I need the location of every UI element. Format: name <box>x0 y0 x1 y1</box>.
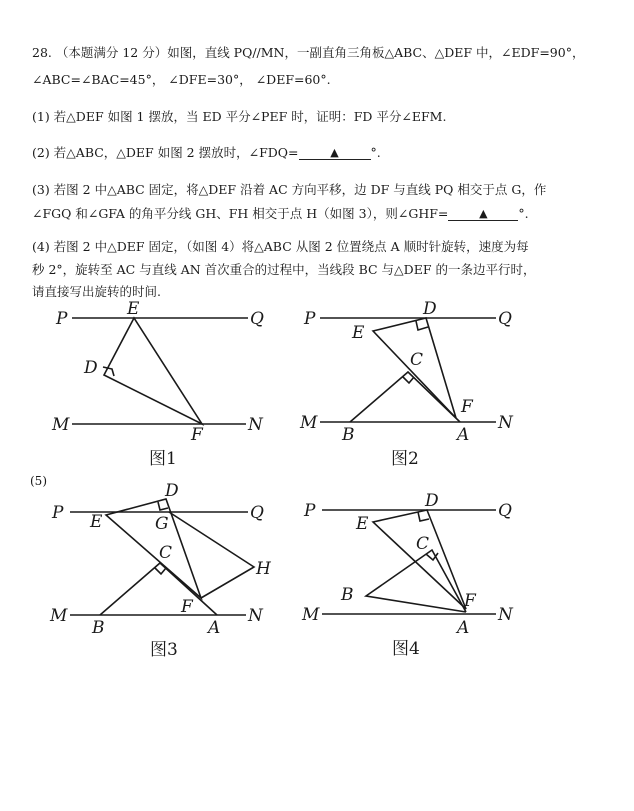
question-4-line2: 秒 2°，旋转至 AC 与直线 AN 首次重合的过程中，当线段 BC 与△DEF 的一条边平行时， <box>32 262 536 277</box>
label-c: C <box>159 543 173 563</box>
label-c: C <box>410 350 424 370</box>
problem-header-line1: 28. （本题满分 12 分）如图，直线 PQ//MN，一副直角三角板△ABC、△DEF 中，∠EDF=90°， <box>32 45 585 60</box>
label-e: E <box>356 514 369 534</box>
question-3-degree: °. <box>518 206 529 221</box>
triangle-def <box>106 499 201 598</box>
label-b: B <box>342 425 355 445</box>
label-a: A <box>208 618 221 638</box>
label-d: D <box>425 491 439 511</box>
label-f: F <box>181 597 193 617</box>
label-c: C <box>416 534 430 554</box>
right-angle-mark <box>418 512 429 521</box>
label-b: B <box>341 585 354 605</box>
label-a: A <box>457 425 470 445</box>
angle-bisectors-gh-fh <box>169 512 254 598</box>
label-m: M <box>50 606 68 626</box>
label-n: N <box>248 606 263 626</box>
figure-1 <box>51 299 264 469</box>
figure-4-caption: 图4 <box>392 639 420 659</box>
label-d: D <box>84 358 98 378</box>
question-3-text: ∠FGQ 和∠GFA 的角平分线 GH、FH 相交于点 H（如图 3），则∠GHF= <box>32 206 449 221</box>
label-m: M <box>300 413 318 433</box>
right-angle-mark <box>158 502 168 510</box>
figure-3-caption: 图3 <box>150 640 178 660</box>
label-a: A <box>457 618 470 638</box>
right-angle-mark <box>416 321 428 330</box>
label-q: Q <box>498 309 512 329</box>
triangle-marker-icon: ▲ <box>330 146 339 159</box>
label-m: M <box>302 605 320 625</box>
label-n: N <box>498 605 513 625</box>
triangle-abc-rotated <box>366 550 466 612</box>
section-5-label: (5) <box>30 474 47 488</box>
label-h: H <box>256 559 271 579</box>
figure-1-caption: 图1 <box>149 449 177 469</box>
label-f: F <box>191 425 203 445</box>
label-p: P <box>56 309 68 329</box>
label-n: N <box>248 415 263 435</box>
figure-2 <box>299 299 514 469</box>
label-n: N <box>498 413 513 433</box>
triangle-def <box>104 318 202 424</box>
label-q: Q <box>250 503 264 523</box>
label-p: P <box>304 309 316 329</box>
label-e: E <box>90 512 103 532</box>
label-p: P <box>304 501 316 521</box>
label-m: M <box>52 415 70 435</box>
label-d: D <box>423 299 437 319</box>
label-e: E <box>127 299 140 319</box>
question-4-line1: (4) 若图 2 中△DEF 固定，（如图 4）将△ABC 从图 2 位置绕点 A 顺时针旋转，速度为每 <box>32 239 529 254</box>
figure-2-caption: 图2 <box>391 449 419 469</box>
problem-header-line2: ∠ABC=∠BAC=45°， ∠DFE=30°， ∠DEF=60°. <box>32 72 331 87</box>
question-2-text: (2) 若△ABC，△DEF 如图 2 摆放时，∠FDQ= <box>32 145 299 160</box>
label-b: B <box>92 618 105 638</box>
triangle-marker-icon: ▲ <box>479 207 488 220</box>
question-4-line3: 请直接写出旋转的时间. <box>32 284 161 299</box>
label-f: F <box>461 397 473 417</box>
label-e: E <box>352 323 365 343</box>
right-angle-mark <box>403 377 414 383</box>
label-f: F <box>464 591 476 611</box>
question-3-line1: (3) 若图 2 中△ABC 固定，将△DEF 沿着 AC 方向平移，边 DF 与直线 PQ 相交于点 G，作 <box>32 182 547 197</box>
question-1: (1) 若△DEF 如图 1 摆放，当 ED 平分∠PEF 时，证明：FD 平分∠EFM. <box>32 109 447 124</box>
label-d: D <box>165 481 179 501</box>
figure-3 <box>49 481 272 660</box>
label-g: G <box>155 514 169 534</box>
label-q: Q <box>498 501 512 521</box>
figure-4 <box>301 491 514 659</box>
right-angle-mark <box>155 568 166 574</box>
label-q: Q <box>250 309 264 329</box>
question-2-degree: °. <box>370 145 381 160</box>
label-p: P <box>52 503 64 523</box>
